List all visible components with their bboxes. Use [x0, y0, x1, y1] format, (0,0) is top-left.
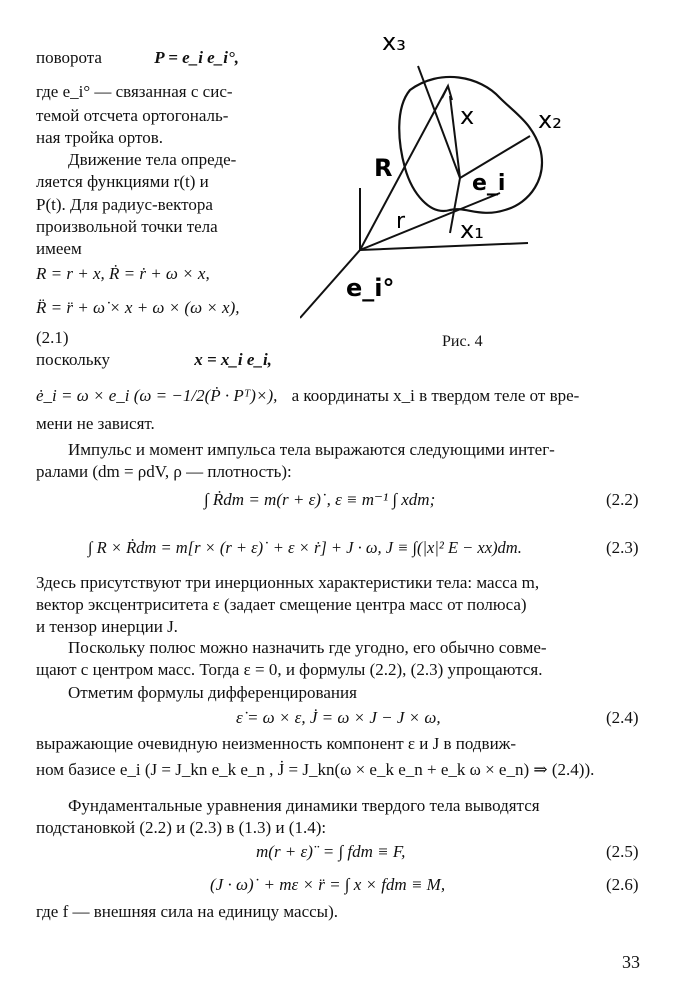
left-line-1	[36, 48, 239, 68]
coordinates-text: а координаты x_i в твердом теле от вре-	[291, 386, 580, 405]
left-line-8: произвольной точки тела	[36, 217, 218, 236]
impulse-line-1: Импульс и момент импульса тела выражаются следующими интег-	[68, 440, 555, 459]
here-line-2: вектор эксцентриситета ε (задает смещение центра масс от полюса)	[36, 595, 527, 614]
label-x: x	[460, 102, 475, 130]
left-line-since	[36, 350, 272, 370]
figure-caption: Рис. 4	[442, 333, 483, 350]
equation-2-2: ∫ Ṙdm = m(r + ε)˙, ε ≡ m⁻¹ ∫ xdm;	[204, 490, 436, 509]
here-line-1: Здесь присутствуют три инерционных характеристики тела: масса m,	[36, 573, 540, 592]
equation-2-5-number: (2.5)	[606, 842, 639, 861]
left-line-4: ная тройка ортов.	[36, 128, 164, 147]
body-outline	[399, 77, 542, 213]
time-line: мени не зависят.	[36, 414, 155, 433]
ei-dot-line	[36, 386, 579, 406]
here-line-3: и тензор инерции J.	[36, 617, 178, 636]
label-e-i: e_i	[472, 171, 506, 196]
equation-2-3-number: (2.3)	[606, 538, 639, 557]
fundamental-line-2: подстановкой (2.2) и (2.3) в (1.3) и (1.4):	[36, 818, 327, 837]
equation-2-1-number: (2.1)	[36, 328, 69, 347]
label-R: R	[374, 154, 393, 182]
left-line-7: P(t). Для радиус-вектора	[36, 195, 213, 214]
arrowhead-R	[442, 86, 452, 100]
equation-ei-dot: ė_i = ω × e_i (ω = −1/2(Ṗ · Pᵀ)×),	[36, 386, 278, 405]
axis-x1	[450, 178, 460, 233]
fundamental-line-1: Фундаментальные уравнения динамики твердого тела выводятся	[68, 796, 540, 815]
equation-2-6: (J · ω)˙ + mε × r̈ = ∫ x × fdm ≡ M,	[210, 875, 446, 894]
rotation-word: поворота	[36, 48, 102, 67]
note-line: Отметим формулы дифференцирования	[68, 683, 357, 702]
left-line-9: имеем	[36, 239, 82, 258]
equation-2-4-number: (2.4)	[606, 708, 639, 727]
equation-2-2-number: (2.2)	[606, 490, 639, 509]
equation-2-1-a: R = r + x, Ṙ = ṙ + ω × x,	[36, 264, 210, 283]
axis-right	[360, 243, 528, 250]
express-line-1: выражающие очевидную неизменность компонент ε и J в подвиж-	[36, 734, 517, 753]
left-line-3: темой отсчета ортогональ-	[36, 106, 229, 125]
left-line-5: Движение тела опреде-	[68, 150, 237, 169]
label-x1: x₁	[460, 216, 484, 244]
equation-2-1-b: R̈ = r̈ + ω̇ × x + ω × (ω × x),	[36, 298, 240, 317]
equation-2-5: m(r + ε)¨ = ∫ fdm ≡ F,	[256, 842, 406, 861]
equation-2-4: ε̇ = ω × ε, J̇ = ω × J − J × ω,	[236, 708, 441, 727]
since-word: поскольку	[36, 350, 110, 369]
equation-2-6-number: (2.6)	[606, 875, 639, 894]
left-line-2: где e_i° — связанная с сис-	[36, 82, 233, 101]
rigid-body-figure	[300, 28, 590, 328]
since-formula: x = x_i e_i,	[194, 350, 272, 369]
label-x2: x₂	[538, 106, 562, 134]
left-line-6: ляется функциями r(t) и	[36, 172, 209, 191]
pole-line-1: Поскольку полюс можно назначить где угодно, его обычно совме-	[68, 638, 547, 657]
label-x3: x₃	[382, 28, 406, 56]
label-r: r	[396, 209, 406, 234]
equation-2-3: ∫ R × Ṙdm = m[r × (r + ε)˙ + ε × ṙ] + J · ω, J ≡ ∫(|x|² E − xx)dm.	[88, 538, 522, 557]
pole-line-2: щают с центром масс. Тогда ε = 0, и формулы (2.2), (2.3) упрощаются.	[36, 660, 543, 679]
rotation-formula: P = e_i e_i°,	[154, 48, 239, 67]
impulse-line-2: ралами (dm = ρdV, ρ — плотность):	[36, 462, 292, 481]
page-number: 33	[622, 952, 640, 972]
where-line: где f — внешняя сила на единицу массы).	[36, 902, 339, 921]
express-line-2: ном базисе e_i (J = J_kn e_k e_n , J̇ = J_kn(ω × e_k e_n + e_k ω × e_n) ⇒ (2.4)).	[36, 760, 595, 779]
label-e-i-circ: e_i°	[346, 274, 395, 302]
